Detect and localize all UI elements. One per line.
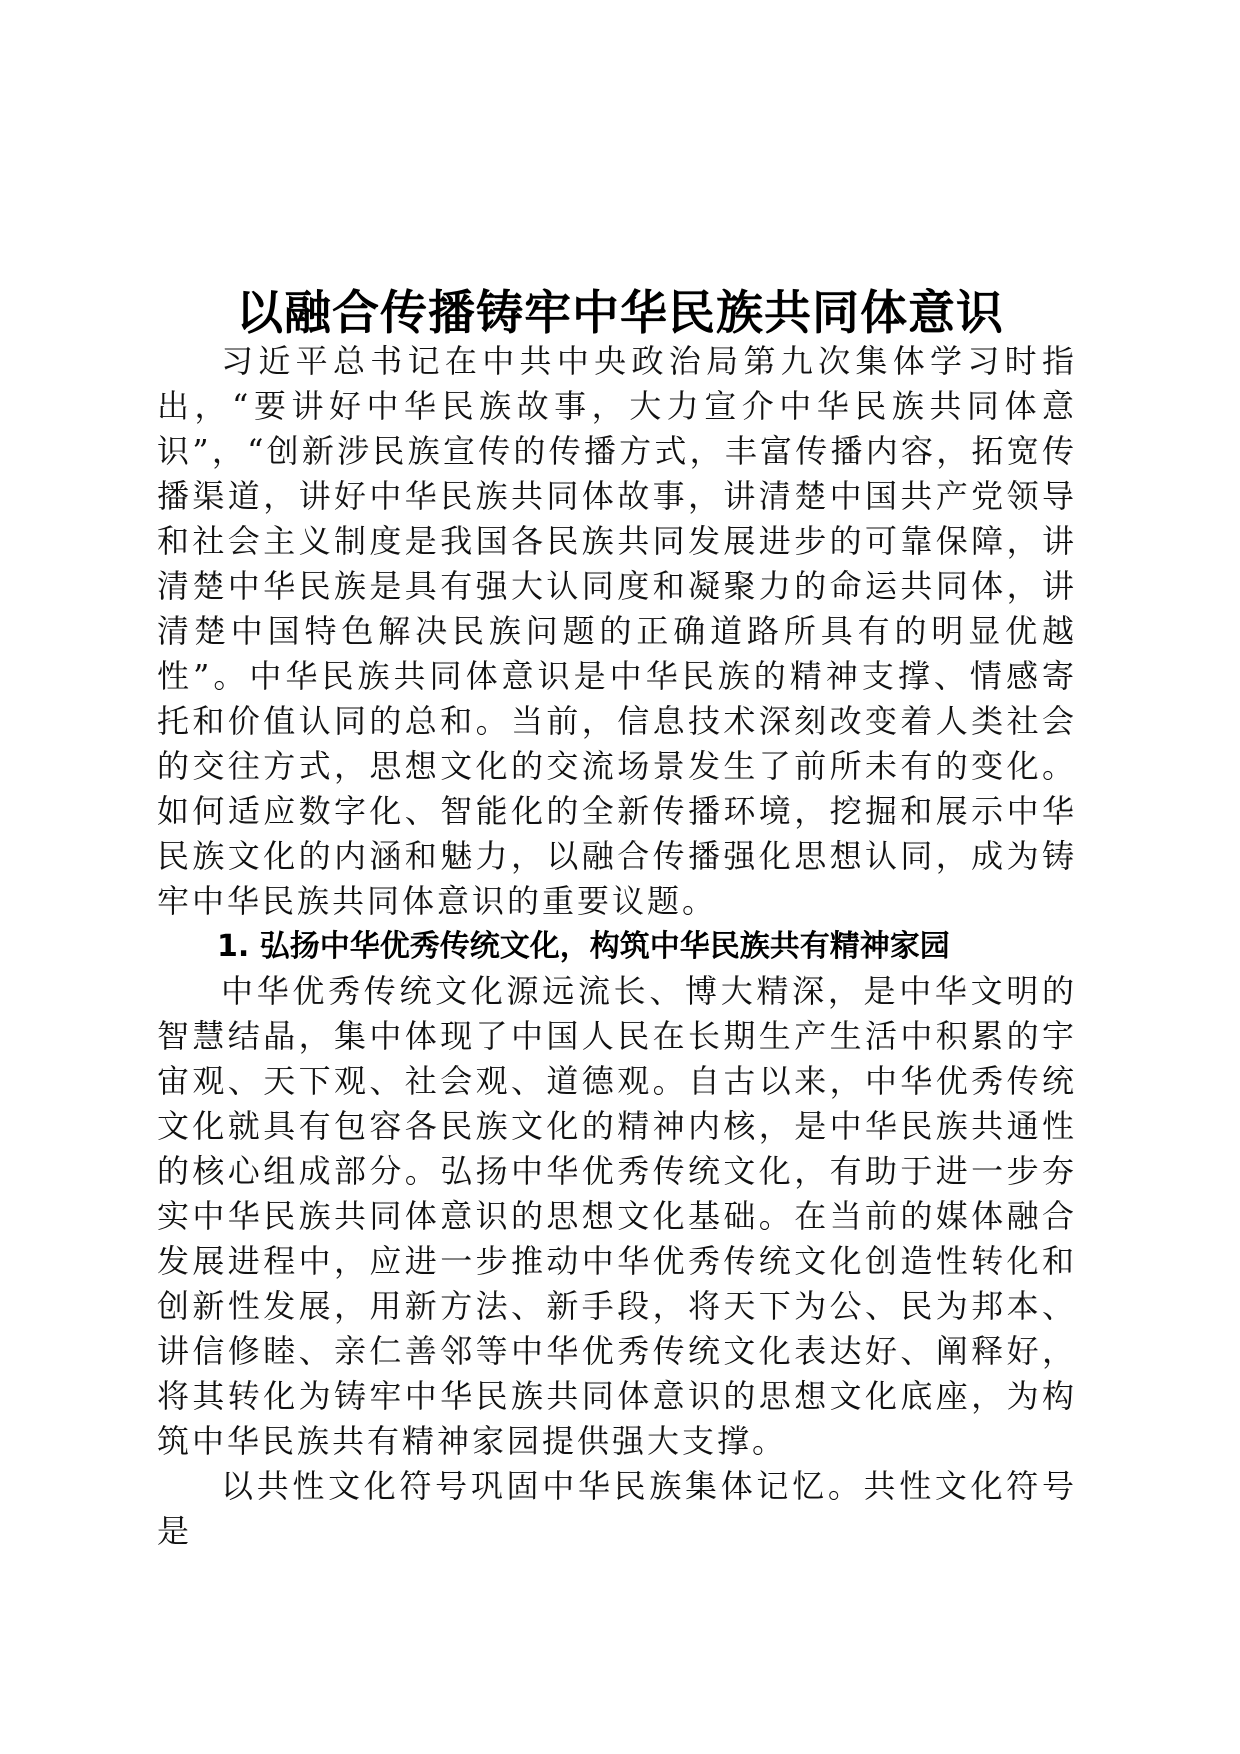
section-paragraph: 以共性文化符号巩固中华民族集体记忆。共性文化符号是 [157, 1467, 1077, 1550]
document-title: 以融合传播铸牢中华民族共同体意识 [236, 286, 1004, 342]
document-body [157, 339, 1077, 1554]
section-heading: 1. 弘扬中华优秀传统文化，构筑中华民族共有精神家园 [217, 929, 950, 964]
intro-paragraph: 习近平总书记在中共中央政治局第九次集体学习时指出，“要讲好中华民族故事，大力宣介中华民族共同体意识”，“创新涉民族宣传的传播方式，丰富传播内容，拓宽传播渠道，讲好中华民族共同体故事，讲清楚中国共产党领导和社会主义制度是我国各民族共同发展进步的可靠保障，讲清楚中华民族是具有强大认同度和凝聚力的命运共同体，讲清楚中国特色解决民族问题的正确道路所具有的明显优越性”。中华民族共同体意识是中华民族的精神支撑、情感寄托和价值认同的总和。当前，信息技术深刻改变着人类社会的交往方式，思想文化的交流场景发生了前所未有的变化。如何适应数字化、智能化的全新传播环境，挖掘和展示中华民族文化的内涵和魅力，以融合传播强化思想认同，成为铸牢中华民族共同体意识的重要议题。 [157, 342, 1077, 920]
section-paragraph: 中华优秀传统文化源远流长、博大精深，是中华文明的智慧结晶，集中体现了中国人民在长期生产生活中积累的宇宙观、天下观、社会观、道德观。自古以来，中华优秀传统文化就具有包容各民族文化的精神内核，是中华民族共通性的核心组成部分。弘扬中华优秀传统文化，有助于进一步夯实中华民族共同体意识的思想文化基础。在当前的媒体融合发展进程中，应进一步推动中华优秀传统文化创造性转化和创新性发展，用新方法、新手段，将天下为公、民为邦本、讲信修睦、亲仁善邻等中华优秀传统文化表达好、阐释好，将其转化为铸牢中华民族共同体意识的思想文化底座，为构筑中华民族共有精神家园提供强大支撑。 [157, 972, 1077, 1460]
